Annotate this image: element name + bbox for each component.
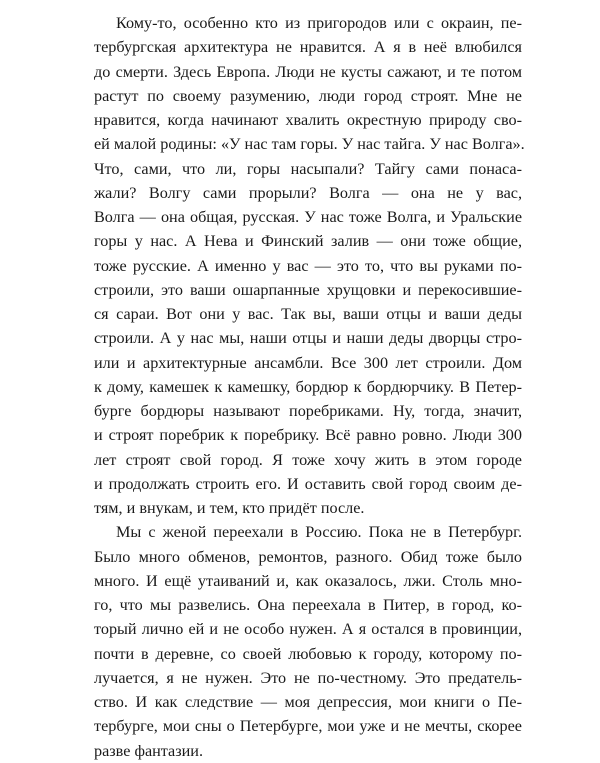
text-line: строили. А у нас мы, наши отцы и наши деды дворцы стро- <box>94 329 522 348</box>
text-line: и продолжать строить его. И оставить свой город своим де- <box>94 474 522 493</box>
text-line: го, что мы развелись. Она переехала в Питер, в город, ко- <box>94 596 522 614</box>
text-line: Было много обменов, ремонтов, разного. Обид тоже было <box>94 547 522 566</box>
text-line: тербурге, мои сны о Петербурге, мои уже и не мечты, скорее <box>94 717 522 736</box>
text-line: растут по своему разумению, люди город строят. Мне не <box>94 86 522 105</box>
text-line: лет строят свой город. Я тоже хочу жить в этом городе <box>94 450 522 469</box>
text-line: тям, и внукам, и тем, кто придёт после. <box>94 499 365 517</box>
text-line: строили, это ваши ошарпанные хрущовки и перекосившие- <box>94 280 522 299</box>
text-line: ей малой родины: «У нас там горы. У нас тайга. У нас Волга». <box>94 135 525 154</box>
text-line: Волга — она общая, русская. У нас тоже Волга, и Уральские <box>94 208 522 226</box>
text-line: и строят поребрик к поребрику. Всё равно ровно. Люди 300 <box>94 426 522 445</box>
text-line: лучается, я не нужен. Это не по-честному. Это предатель- <box>94 668 522 687</box>
text-line: много. И ещё утаиваний и, как оказалось, лжи. Столь мно- <box>94 571 522 590</box>
text-line: Что, сами, что ли, горы насыпали? Тайгу сами понаса- <box>94 159 522 178</box>
paragraph-2 <box>94 520 522 763</box>
text-line: ся сараи. Вот они у вас. Так вы, ваши отцы и ваши деды <box>94 305 522 323</box>
text-line: Кому-то, особенно кто из пригородов или с окраин, пе- <box>116 14 522 32</box>
text-line: до смерти. Здесь Европа. Люди не кусты сажают, и те потом <box>94 62 522 81</box>
text-line: к дому, камешек к камешку, бордюр к бордюрчику. В Петер- <box>94 377 522 396</box>
text-line: нравится, когда начинают хвалить окрестную природу сво- <box>94 111 522 129</box>
text-line: ство. И как следствие — моя депрессия, мои книги о Пе- <box>94 693 522 711</box>
text-line: жали? Волгу сами прорыли? Волга — она не у вас, <box>94 183 522 202</box>
text-line: тербургская архитектура не нравится. А я в неё влюбился <box>94 38 522 57</box>
text-line: торый лично ей и не особо нужен. А я остался в провинции, <box>94 620 522 639</box>
text-line: почти в деревне, со своей любовью к городу, которому по- <box>94 644 522 663</box>
paragraph-1 <box>94 11 525 520</box>
text-block <box>94 11 525 763</box>
text-line: или и архитектурные ансамбли. Все 300 лет строили. Дом <box>94 353 522 372</box>
text-line: разве фантазии. <box>94 741 204 760</box>
text-line: тоже русские. А именно у вас — это то, что вы руками по- <box>94 256 522 275</box>
text-line: бурге бордюры называют поребриками. Ну, тогда, значит, <box>94 402 522 420</box>
text-line: горы у нас. А Нева и Финский залив — они тоже общие, <box>94 232 522 251</box>
text-line: Мы с женой переехали в Россию. Пока не в Петербург. <box>116 523 522 542</box>
